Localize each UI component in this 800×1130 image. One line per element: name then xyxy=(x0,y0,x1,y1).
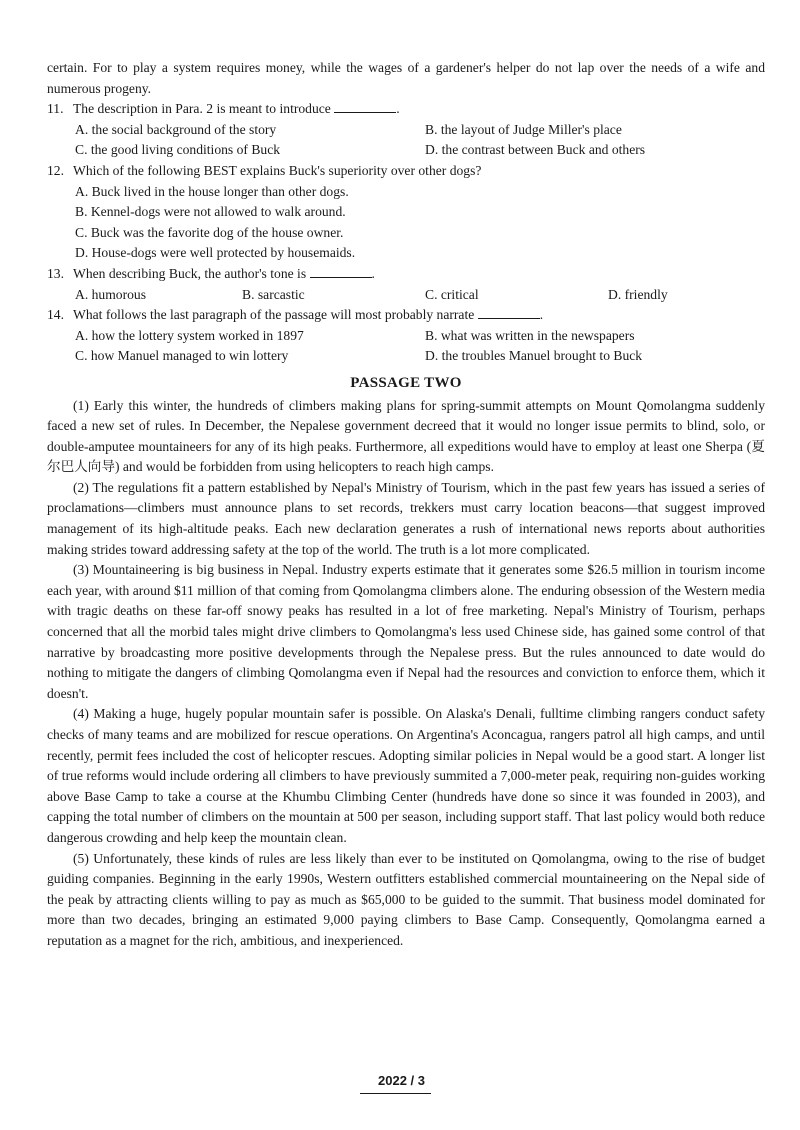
question-number: 12. xyxy=(47,162,64,178)
question-stem: Which of the following BEST explains Buck's superiority over other dogs? xyxy=(73,162,482,178)
option-c: C. how Manuel managed to win lottery xyxy=(75,348,289,364)
option-a: A. how the lottery system worked in 1897 xyxy=(75,327,304,343)
stem-text: When describing Buck, the author's tone is xyxy=(73,265,307,281)
option-c: C. Buck was the favorite dog of the house owner. xyxy=(75,224,344,240)
passage-paragraph-3: (3) Mountaineering is big business in Nepal. Industry experts estimate that it generates some $26.5 million in tourism income each year, with around $11 million of that coming from Qomolangma climbers alone. The enduring obsession of the Western media with tragic deaths on these far-off snowy peaks has resulted in a lot of free marketing. Nepal's Ministry of Tourism, perhaps concerned that all the morbid tales might drive climbers to Qomolangma's less used Chinese side, has gained some control of that narrative by broadcasting more positive developments through the Nepalese press. But the rules announced to date would do nothing to mitigate the dangers of climbing Qomolangma even if Nepal had the resources and conviction to enforce them, which it doesn't. xyxy=(47,562,765,701)
stem-end: . xyxy=(371,265,375,281)
question-11 xyxy=(47,99,765,161)
passage-title: PASSAGE TWO xyxy=(350,374,462,391)
answer-blank xyxy=(334,100,396,113)
option-b: B. the layout of Judge Miller's place xyxy=(425,121,622,137)
question-stem xyxy=(73,264,765,285)
option-d: D. the troubles Manuel brought to Buck xyxy=(425,348,643,364)
passage-paragraph-4: (4) Making a huge, hugely popular mountain safer is possible. On Alaska's Denali, fulltime climbing rangers conduct safety checks of many teams and are mobilized for rescue operations. On Argentina's Aconcagua, rangers patrol all high camps, and until recently, permit fees included the cost of helicopter rescues. Adopting similar policies in Nepal would be a good start. A longer list of true reforms would include ordering all climbers to have previously summited a 7,000-meter peak, requiring non-guides working above Base Camp to take a course at the Khumbu Climbing Center (hundreds have done so since it was founded in 2003), and capping the total number of climbers on the mountain at 500 per season, including support staff. That last policy would both reduce dangerous crowding and help keep the mountain clean. xyxy=(47,706,765,845)
stem-end: . xyxy=(539,307,544,323)
option-d: D. House-dogs were well protected by housemaids. xyxy=(75,245,356,261)
answer-blank xyxy=(310,265,372,278)
option-c: C. the good living conditions of Buck xyxy=(75,142,281,158)
option-d: D. the contrast between Buck and others xyxy=(425,142,646,158)
stem-end: . xyxy=(396,101,400,117)
question-12 xyxy=(47,161,765,264)
question-14 xyxy=(47,305,765,367)
exam-page xyxy=(47,58,765,952)
passage-paragraph-5: (5) Unfortunately, these kinds of rules are less likely than ever to be instituted on Qomolangma, owing to the rise of budget guiding companies. Beginning in the early 1990s, Western outfitters established commercial mountaineering on the Nepal side of the peak by attracting clients willing to pay as much as $65,000 to be guided to the summit. That business model dominated for more than two decades, bringing an estimated 9,000 paying climbers to Base Camp. Consequently, Qomolangma earned a reputation as a magnet for the rich, ambitious, and inexperienced. xyxy=(47,850,765,948)
page-number: 2022 / 3 xyxy=(360,1071,431,1094)
question-13 xyxy=(47,264,765,305)
stem-text: The description in Para. 2 is meant to introduce xyxy=(73,101,331,117)
passage-paragraph-2: (2) The regulations fit a pattern established by Nepal's Ministry of Tourism, which in the past few years has issued a series of proclamations—climbers must announce plans to set records, trekkers must carry location beacons—that suggest improved management of its high-altitude peaks. Each new declaration generates a rush of international news reports about authorities making strides toward addressing safety at the top of the world. The truth is a lot more complicated. xyxy=(47,479,765,557)
question-stem xyxy=(73,305,765,326)
option-b: B. sarcastic xyxy=(242,286,305,302)
option-b: B. what was written in the newspapers xyxy=(425,327,635,343)
stem-text: What follows the last paragraph of the passage will most probably narrate xyxy=(73,307,475,323)
option-b: B. Kennel-dogs were not allowed to walk around. xyxy=(75,204,346,220)
question-number: 11. xyxy=(47,101,64,117)
option-a: A. the social background of the story xyxy=(75,121,277,137)
option-d: D. friendly xyxy=(608,286,668,302)
passage-paragraph-1: (1) Early this winter, the hundreds of climbers making plans for spring-summit attempts on Mount Qomolangma suddenly faced a new set of rules. In December, the Nepalese government decreed that it would no longer issue permits to blind, solo, or double-amputee mountaineers for any of its high peaks. Furthermore, all expeditions would have to employ at least one Sherpa (夏尔巴人向导) and would be forbidden from using helicopters to reach high camps. xyxy=(47,397,765,475)
option-a: A. Buck lived in the house longer than other dogs. xyxy=(75,183,349,199)
question-number: 13. xyxy=(47,265,64,281)
intro-paragraph: certain. For to play a system requires money, while the wages of a gardener's helper do not lap over the needs of a wife and numerous progeny. xyxy=(47,60,765,96)
option-c: C. critical xyxy=(425,286,479,302)
question-stem xyxy=(73,99,765,120)
question-number: 14. xyxy=(47,307,64,323)
option-a: A. humorous xyxy=(75,286,146,302)
answer-blank xyxy=(478,306,540,319)
